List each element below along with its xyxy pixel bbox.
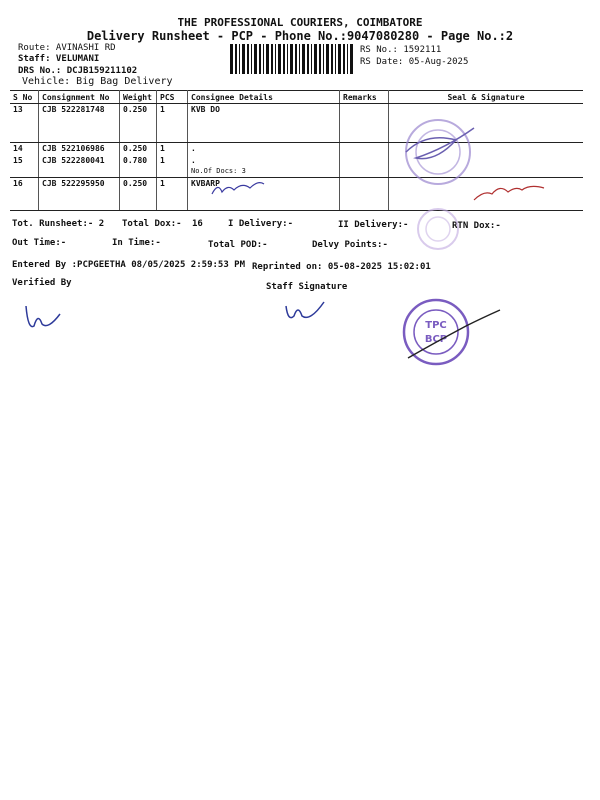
total-dox-label: Total Dox:- (122, 219, 182, 229)
handwritten-signature-row16 (208, 178, 268, 200)
runsheet-subtitle: Delivery Runsheet - PCP - Phone No.:9047080280 - Page No.:2 (86, 29, 514, 43)
cell-consignee: KVBARP (188, 178, 340, 211)
staff-signature-label: Staff Signature (266, 282, 348, 292)
docs-count-note: No.Of Docs: 3 (191, 167, 246, 175)
col-pcs: PCS (157, 91, 188, 104)
col-consignment: Consignment No (39, 91, 120, 104)
handwritten-signature-seal (470, 178, 550, 204)
table-row (10, 143, 583, 156)
cell-remarks (340, 104, 389, 143)
cell-pcs: 1 (157, 104, 188, 143)
company-title: THE PROFESSIONAL COURIERS, COIMBATORE (177, 16, 423, 29)
cell-weight: 0.250 (120, 178, 157, 211)
cell-sno: 16 (10, 178, 39, 211)
cell-remarks (340, 155, 389, 178)
tpc-bcp-stamp (396, 296, 506, 372)
cell-sno: 13 (10, 104, 39, 143)
col-remarks: Remarks (340, 91, 389, 104)
cell-sno: 14 (10, 143, 39, 156)
col-weight: Weight (120, 91, 157, 104)
drs-number: DRS No.: DCJB159211102 (18, 66, 138, 76)
out-time: Out Time:- (12, 238, 67, 248)
barcode (230, 44, 355, 74)
cell-consignee (188, 155, 340, 178)
verified-by-label: Verified By (12, 278, 72, 288)
table-row (10, 155, 583, 178)
cell-consignee: KVB DO (188, 104, 340, 143)
cell-consignment: CJB 522280041 (39, 155, 120, 178)
cell-weight: 0.250 (120, 104, 157, 143)
cell-remarks (340, 143, 389, 156)
cell-pcs: 1 (157, 178, 188, 211)
total-dox-value: 16 (192, 219, 203, 229)
cell-consignment: CJB 522295950 (39, 178, 120, 211)
total-pod: Total POD:- (208, 240, 268, 250)
consignee-value: . (191, 156, 196, 165)
in-time: In Time:- (112, 238, 161, 248)
rs-date: RS Date: 05-Aug-2025 (360, 57, 469, 67)
cell-pcs: 1 (157, 143, 188, 156)
col-consignee: Consignee Details (188, 91, 340, 104)
rs-number: RS No.: 1592111 (360, 45, 442, 55)
i-delivery: I Delivery:- (228, 219, 294, 229)
cell-consignee: . (188, 143, 340, 156)
entered-by: Entered By :PCPGEETHA 08/05/2025 2:59:53 PM (12, 260, 245, 270)
rtn-dox: RTN Dox:- (452, 221, 501, 231)
cell-weight: 0.780 (120, 155, 157, 178)
cell-remarks (340, 178, 389, 211)
staff-signature (280, 296, 330, 326)
verified-by-signature (20, 300, 66, 336)
vehicle: Vehicle: Big Bag Delivery (22, 76, 173, 87)
col-seal-signature: Seal & Signature (389, 91, 584, 104)
cell-weight: 0.250 (120, 143, 157, 156)
ii-delivery: II Delivery:- (338, 220, 409, 230)
staff: Staff: VELUMANI (18, 54, 100, 64)
delvy-points: Delvy Points:- (312, 240, 388, 250)
route: Route: AVINASHI RD (18, 43, 116, 53)
stamp-text-bottom: BCP (424, 334, 448, 345)
cell-pcs: 1 (157, 155, 188, 178)
stamp-text-top: TPC (425, 320, 447, 331)
reprinted-on: Reprinted on: 05-08-2025 15:02:01 (252, 262, 431, 272)
seal-stamp-2 (413, 204, 463, 254)
table-row (10, 104, 583, 143)
cell-consignment: CJB 522281748 (39, 104, 120, 143)
col-sno: S No (10, 91, 39, 104)
cell-consignment: CJB 522106986 (39, 143, 120, 156)
cell-sno: 15 (10, 155, 39, 178)
table-header-row (10, 91, 583, 104)
tot-runsheet: Tot. Runsheet:- 2 (12, 219, 105, 229)
